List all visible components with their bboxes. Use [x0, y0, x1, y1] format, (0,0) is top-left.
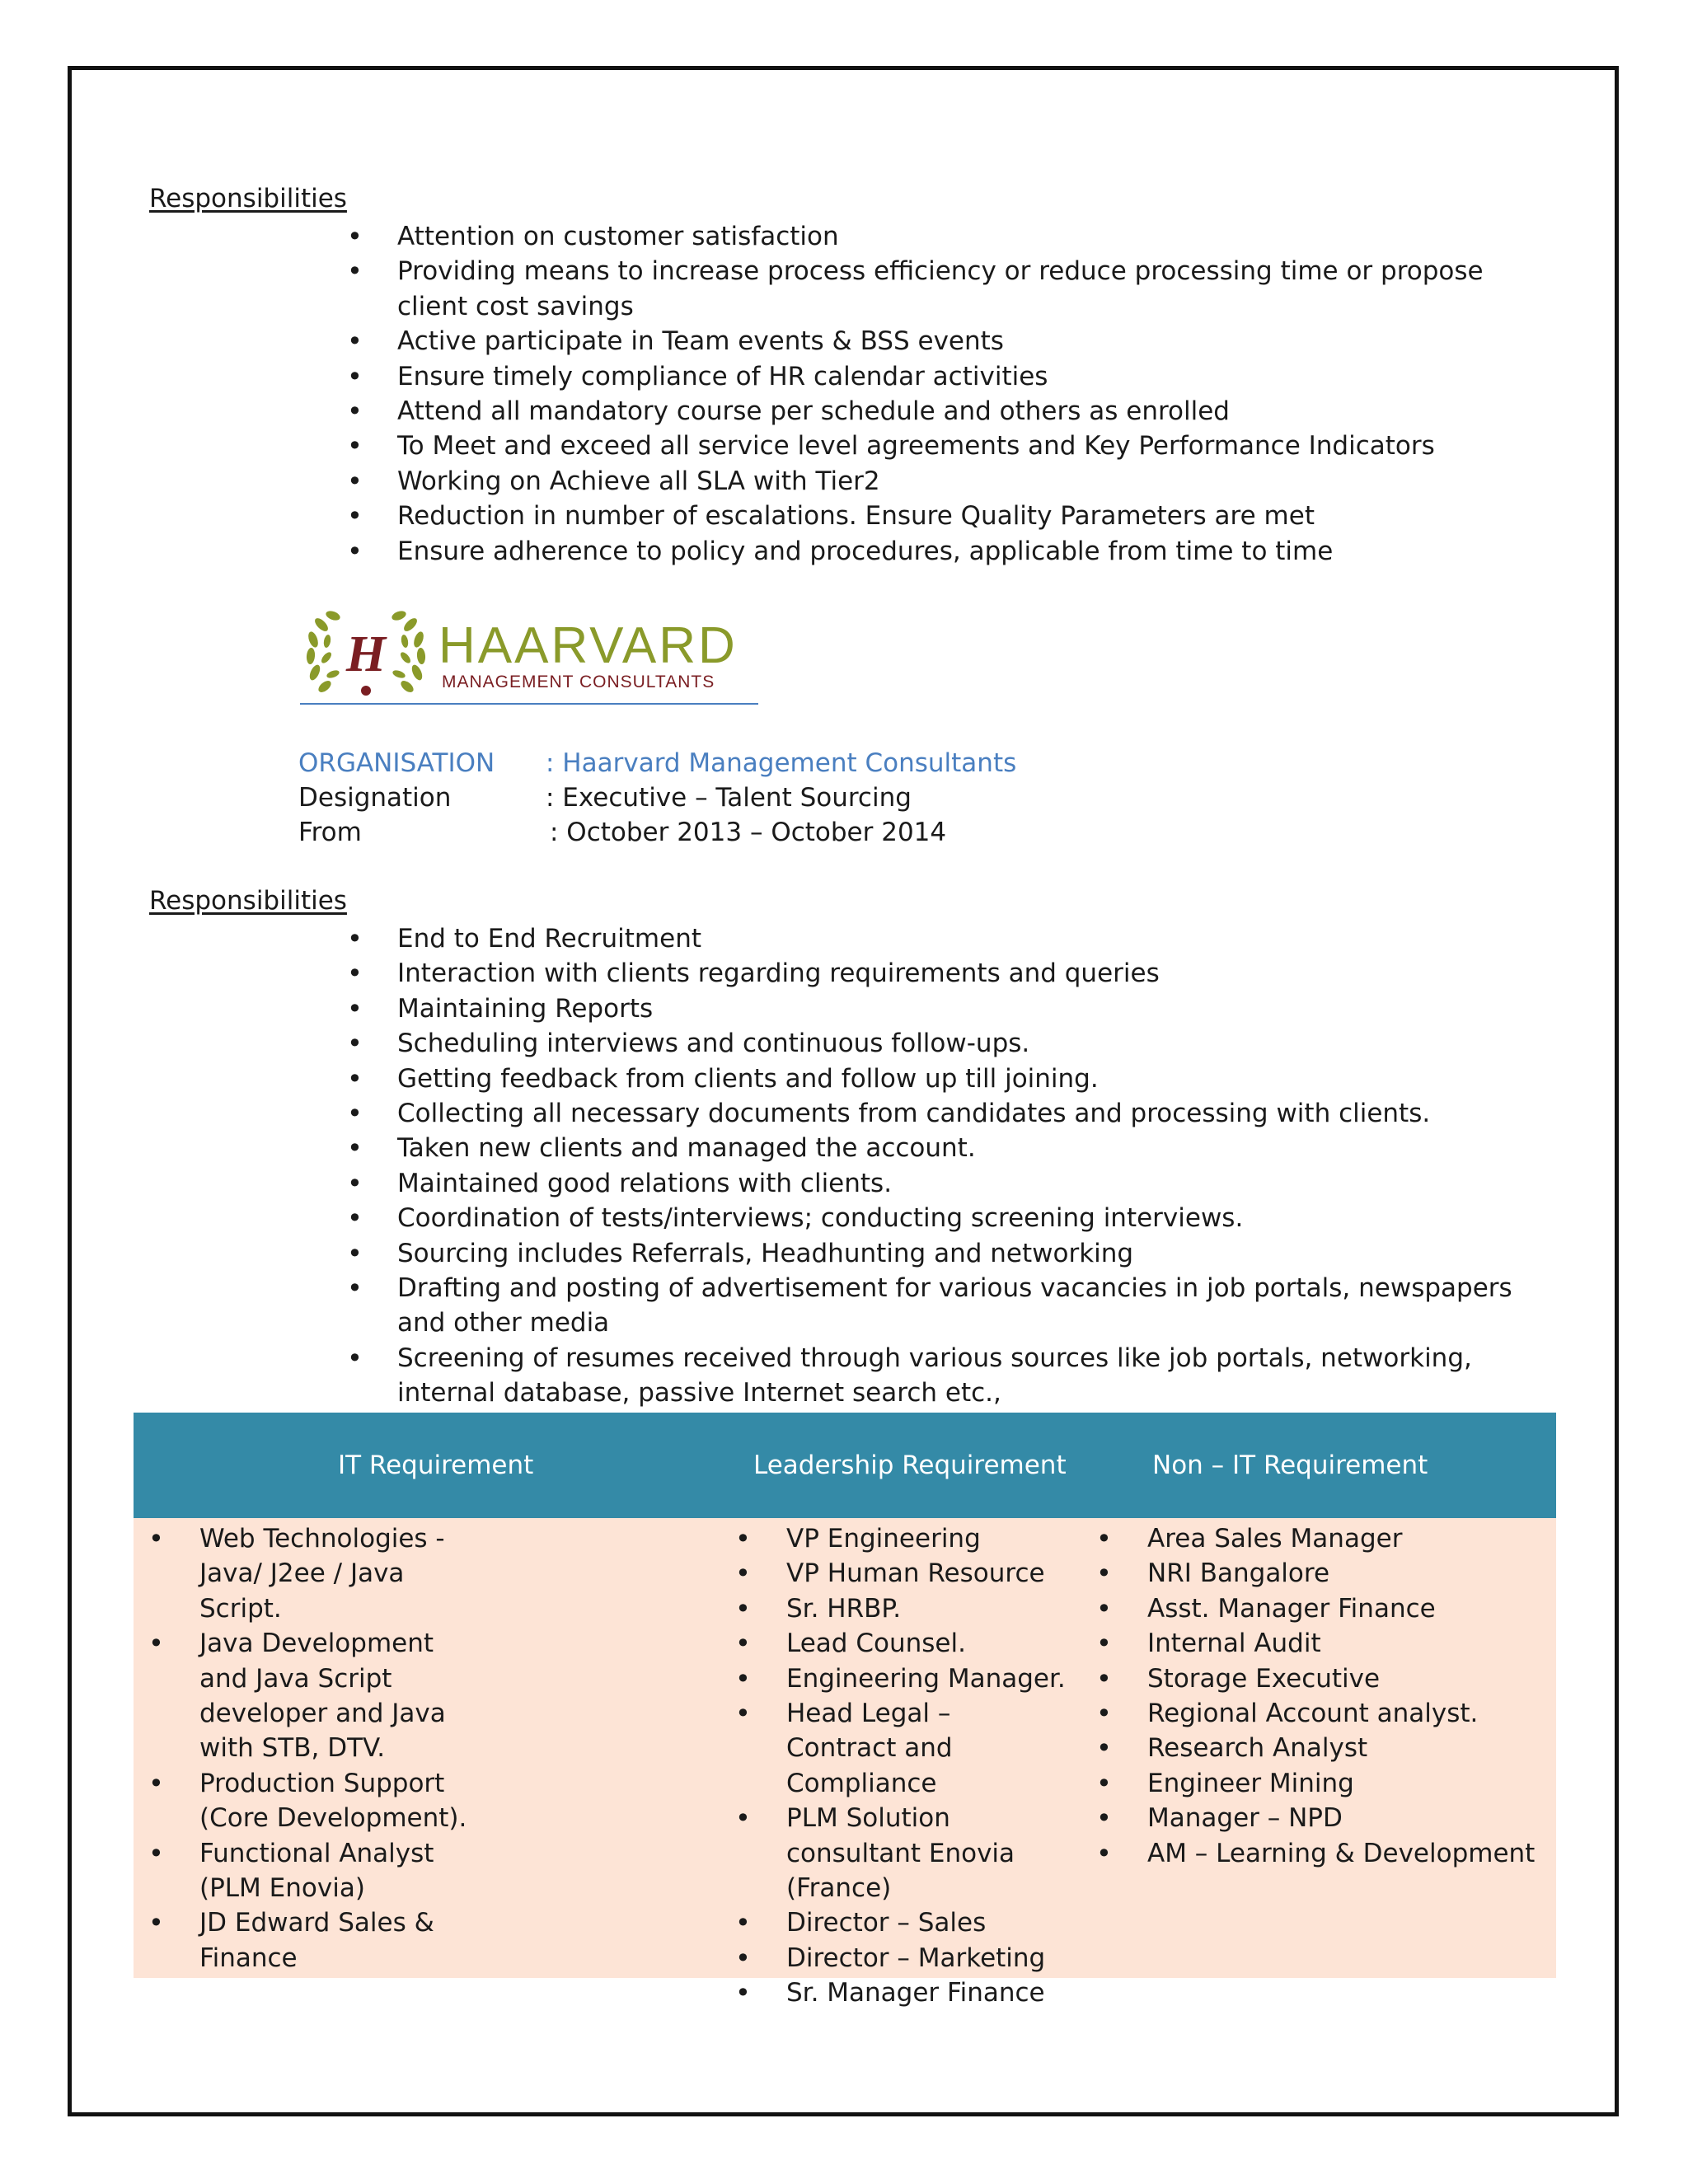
designation-row: [298, 780, 912, 815]
list-item: • Working on Achieve all SLA with Tier2: [0, 464, 1518, 499]
column-header-leadership: Leadership Requirement: [753, 1451, 1067, 1480]
list-item: • Providing means to increase process efficiency or reduce processing time or propose client cost savings: [0, 254, 1518, 324]
list-item: • Sr. HRBP.: [719, 1591, 1067, 1626]
list-item: • Screening of resumes received through various sources like job portals, networking, internal database, passive Internet search etc.,: [0, 1341, 1518, 1411]
requirements-table: [134, 1413, 1556, 2008]
from-label: From: [298, 818, 362, 847]
logo-tagline: MANAGEMENT CONSULTANTS: [442, 673, 715, 691]
list-item: • Taken new clients and managed the account.: [0, 1131, 1518, 1165]
list-item: • Ensure adherence to policy and procedures, applicable from time to time: [0, 534, 1518, 569]
list-item: • Ensure timely compliance of HR calendar activities: [0, 359, 1518, 394]
table-header: [134, 1413, 1556, 1518]
list-item: • AM – Learning & Development: [1081, 1836, 1559, 1871]
list-item: • Area Sales Manager: [1081, 1521, 1559, 1556]
column-header-it: IT Requirement: [338, 1451, 534, 1480]
list-item: • To Meet and exceed all service level agreements and Key Performance Indicators: [0, 429, 1518, 463]
organisation-row: [298, 746, 1016, 780]
organisation-label: ORGANISATION: [298, 748, 495, 778]
list-item: • Functional Analyst (PLM Enovia): [134, 1836, 496, 1906]
list-item: • Interaction with clients regarding requirements and queries: [0, 956, 1518, 991]
list-item: • Reduction in number of escalations. Ensure Quality Parameters are met: [0, 499, 1518, 533]
list-item: • Engineer Mining: [1081, 1766, 1559, 1801]
leadership-requirement-list: [719, 1521, 1067, 2011]
column-header-non-it: Non – IT Requirement: [1152, 1451, 1428, 1480]
list-item: • NRI Bangalore: [1081, 1556, 1559, 1591]
list-item: • Storage Executive: [1081, 1661, 1559, 1696]
list-item: • Drafting and posting of advertisement for various vacancies in job portals, newspapers and other media: [0, 1271, 1518, 1341]
list-item: • PLM Solution consultant Enovia (France): [719, 1801, 1017, 1905]
list-item: • Getting feedback from clients and follow up till joining.: [0, 1062, 1518, 1096]
responsibilities-list: [0, 219, 1518, 569]
from-row: [298, 815, 946, 850]
list-item: • Sourcing includes Referrals, Headhunting and networking: [0, 1236, 1518, 1271]
logo-monogram: H: [345, 626, 387, 682]
list-item: • Production Support (Core Development).: [134, 1766, 496, 1836]
list-item: • VP Human Resource: [719, 1556, 1067, 1591]
responsibilities-list: [0, 921, 1518, 1411]
designation-value: : Executive – Talent Sourcing: [546, 783, 912, 813]
non-it-requirement-list: [1081, 1521, 1559, 1871]
it-requirement-list: [134, 1521, 496, 1975]
list-item: • Active participate in Team events & BSS events: [0, 324, 1518, 359]
list-item: • Attend all mandatory course per schedule and others as enrolled: [0, 394, 1518, 429]
list-item: • Sr. Manager Finance: [719, 1975, 1067, 2010]
list-item: • Engineering Manager.: [719, 1661, 1067, 1696]
logo-divider: [300, 703, 758, 705]
list-item: • Asst. Manager Finance: [1081, 1591, 1559, 1626]
list-item: • Director – Marketing: [719, 1941, 1067, 1975]
list-item: • Maintaining Reports: [0, 991, 1518, 1026]
haarvard-logo: [300, 608, 760, 707]
list-item: • Lead Counsel.: [719, 1626, 1067, 1661]
organisation-value: : Haarvard Management Consultants: [546, 748, 1017, 778]
list-item: • JD Edward Sales & Finance: [134, 1905, 496, 1975]
list-item: • Coordination of tests/interviews; conducting screening interviews.: [0, 1201, 1518, 1235]
list-item: • Collecting all necessary documents from candidates and processing with clients.: [0, 1096, 1518, 1131]
list-item: • Director – Sales: [719, 1905, 1067, 1940]
list-item: • Attention on customer satisfaction: [0, 219, 1518, 254]
list-item: • Java Development and Java Script developer and Java with STB, DTV.: [134, 1626, 471, 1766]
responsibilities-heading: Responsibilities: [149, 184, 347, 213]
list-item: • Web Technologies - Java/ J2ee / Java Script.: [134, 1521, 471, 1626]
list-item: • Internal Audit: [1081, 1626, 1559, 1661]
list-item: • VP Engineering: [719, 1521, 1067, 1556]
from-value: : October 2013 – October 2014: [550, 818, 947, 847]
logo-name: HAARVARD: [438, 617, 738, 674]
designation-label: Designation: [298, 783, 452, 813]
list-item: • Head Legal – Contract and Compliance: [719, 1696, 1067, 1801]
list-item: • Regional Account analyst.: [1081, 1696, 1559, 1731]
list-item: • Research Analyst: [1081, 1731, 1559, 1765]
responsibilities-heading: Responsibilities: [149, 886, 347, 916]
list-item: • Scheduling interviews and continuous follow-ups.: [0, 1026, 1518, 1061]
list-item: • Maintained good relations with clients.: [0, 1166, 1518, 1201]
list-item: • End to End Recruitment: [0, 921, 1518, 956]
list-item: • Manager – NPD: [1081, 1801, 1559, 1835]
